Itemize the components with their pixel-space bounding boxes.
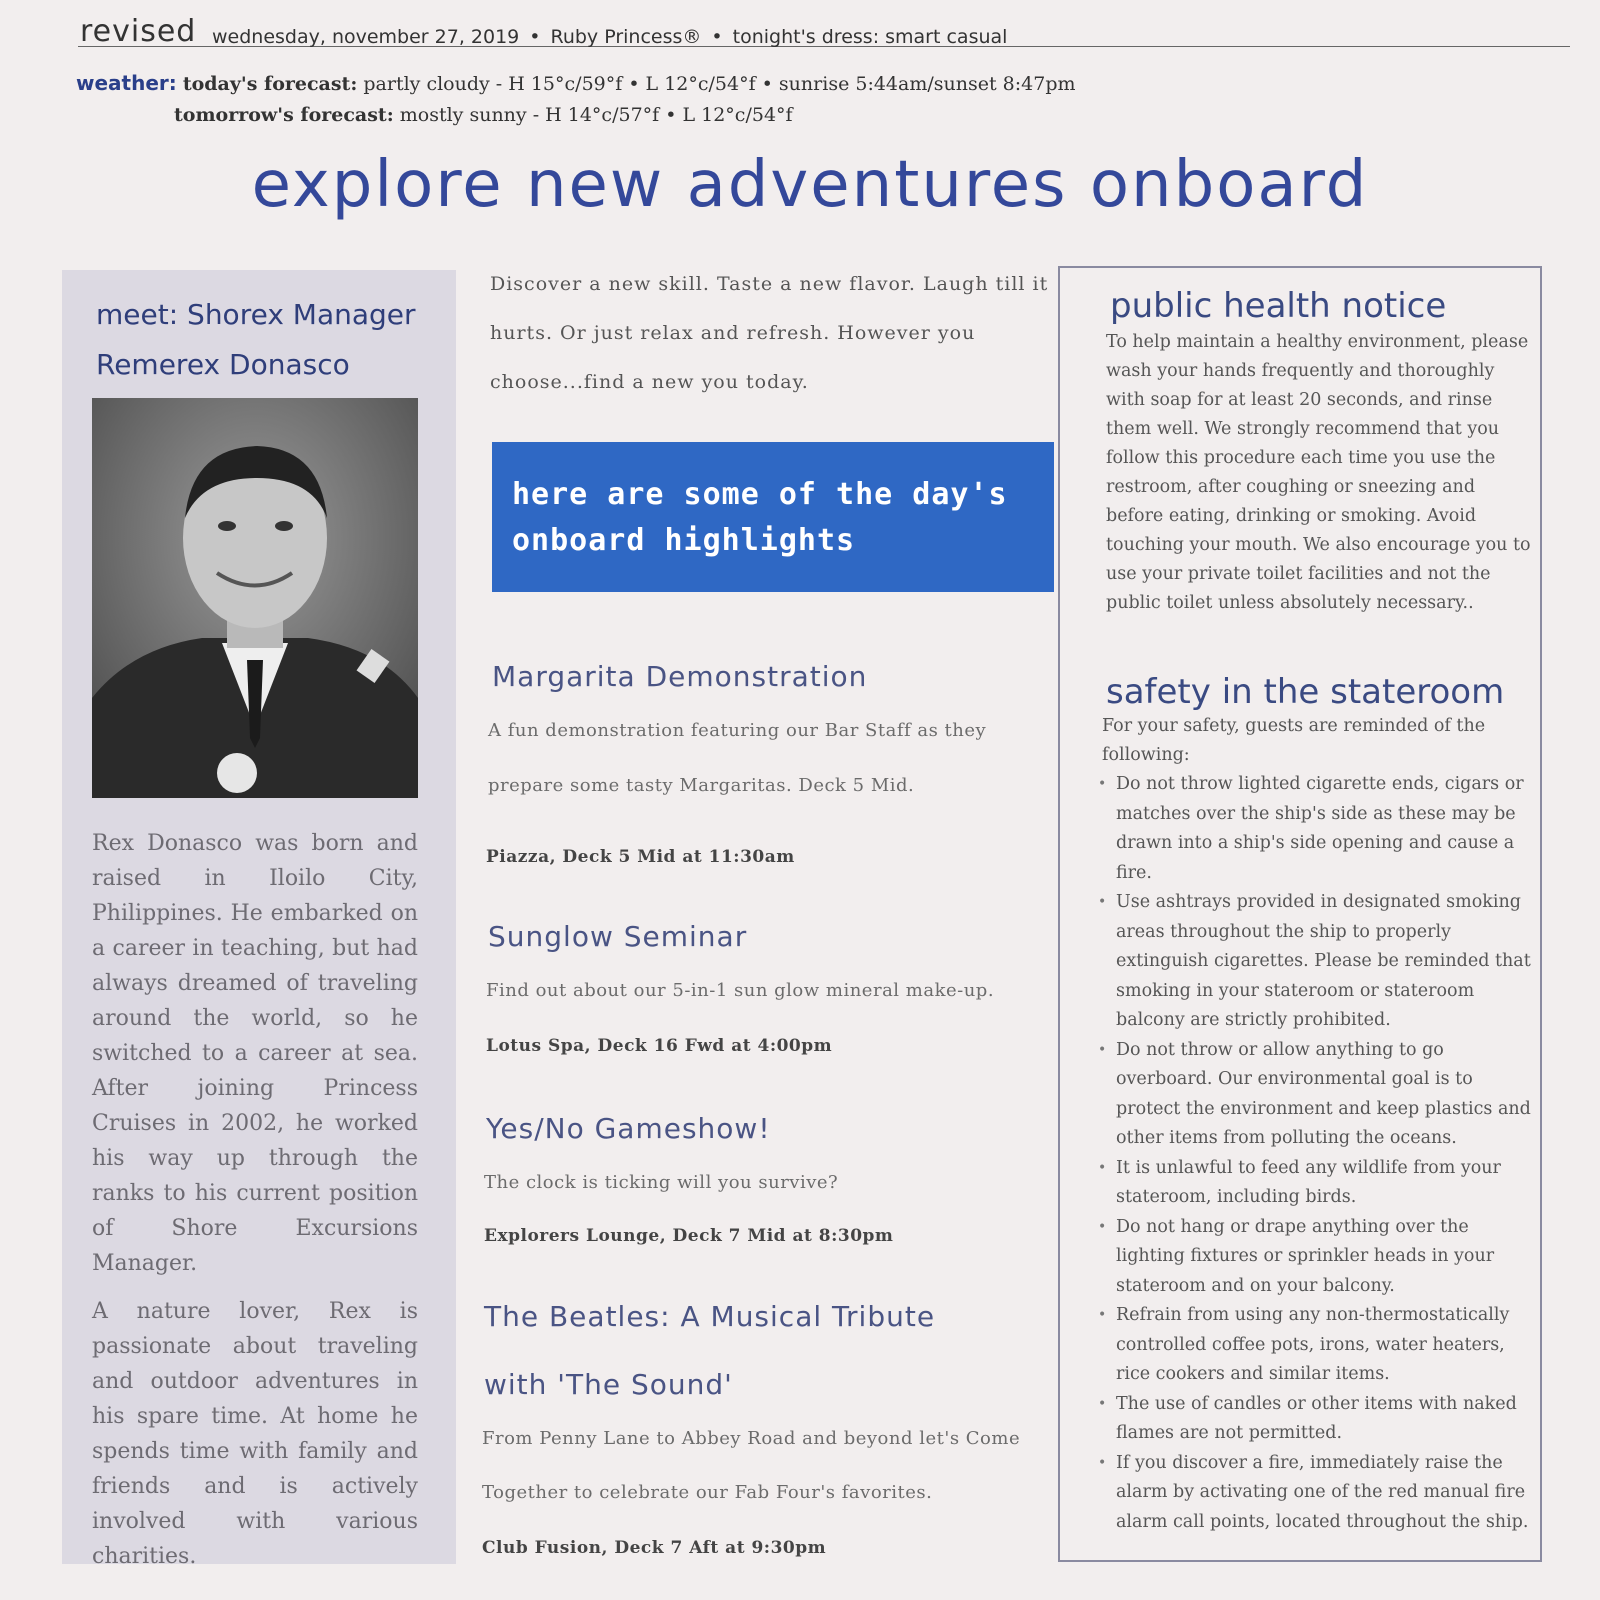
list-item: • Do not throw lighted cigarette ends, cigars or matches over the ship's side as these may be drawn into a ship's side opening and cause a fire.: [1094, 770, 1534, 888]
list-item: • Refrain from using any non-thermostatically controlled coffee pots, irons, water heaters, rice cookers and similar items.: [1094, 1301, 1534, 1390]
highlights-banner: [492, 442, 1054, 592]
health-heading: public health notice: [1110, 286, 1447, 326]
event-title: The Beatles: A Musical Tribute: [484, 1300, 936, 1333]
safety-intro: For your safety, guests are reminded of the following:: [1102, 716, 1486, 765]
event-title: with 'The Sound': [484, 1368, 733, 1401]
event-description: From Penny Lane to Abbey Road and beyond let's Come: [482, 1428, 1021, 1449]
event-location: Club Fusion, Deck 7 Aft at 9:30pm: [482, 1538, 827, 1558]
safety-list: [1094, 770, 1534, 1537]
header-date: wednesday, november 27, 2019: [212, 26, 520, 48]
weather-label: weather:: [76, 71, 177, 95]
event-location: Piazza, Deck 5 Mid at 11:30am: [486, 847, 795, 867]
event-location: Explorers Lounge, Deck 7 Mid at 8:30pm: [484, 1226, 894, 1246]
list-item: • Do not hang or drape anything over the lighting fixtures or sprinkler heads in your stateroom and on your balcony.: [1094, 1213, 1534, 1302]
header-ship: Ruby Princess®: [550, 26, 702, 48]
event-description: A fun demonstration featuring our Bar Staff as they: [488, 720, 987, 741]
header-meta: wednesday, november 27, 2019 • Ruby Princess® • tonight's dress: smart casual: [212, 26, 1008, 48]
header-dress: tonight's dress: smart casual: [732, 26, 1008, 48]
list-item: • It is unlawful to feed any wildlife from your stateroom, including birds.: [1094, 1154, 1534, 1213]
weather-tomorrow: tomorrow's forecast: mostly sunny - H 14°c/57°f • L 12°c/54°f: [174, 104, 793, 126]
event-description: prepare some tasty Margaritas. Deck 5 Mid.: [488, 775, 915, 796]
profile-bio: [92, 826, 418, 1587]
event-description: Find out about our 5-in-1 sun glow mineral make-up.: [486, 980, 995, 1001]
weather-block: [76, 68, 1076, 131]
event-title: Yes/No Gameshow!: [486, 1112, 771, 1145]
profile-heading: meet: Shorex Manager Remerex Donasco: [96, 298, 416, 381]
list-item: • Do not throw or allow anything to go overboard. Our environmental goal is to protect the environment and keep plastics and other items from polluting the oceans.: [1094, 1036, 1534, 1154]
safety-heading: safety in the stateroom: [1106, 672, 1505, 712]
bio-paragraph: Rex Donasco was born and raised in Iloilo City, Philippines. He embarked on a career in teaching, but had always dreamed of traveling around the world, so he switched to a career at sea. After joining Princess Cruises in 2002, he worked his way up through the ranks to his current position of Shore Excursions Manager.: [92, 831, 418, 1276]
list-item: • Use ashtrays provided in designated smoking areas throughout the ship to properly extinguish cigarettes. Please be reminded that smoking in your stateroom or stateroom balcony are strictly prohibited.: [1094, 888, 1534, 1036]
event-title: Sunglow Seminar: [488, 920, 748, 953]
intro-text: Discover a new skill. Taste a new flavor. Laugh till it hurts. Or just relax and refresh. However you choose...find a new you today.: [490, 273, 1049, 393]
profile-photo: [92, 398, 418, 798]
health-text: To help maintain a healthy environment, please wash your hands frequently and thoroughly with soap for at least 20 seconds, and rinse them well. We strongly recommend that you follow this procedure each time you use the restroom, after coughing or sneezing and before eating, drinking or smoking. Avoid touching your mouth. We also encourage you to use your private toilet facilities and not the public toilet unless absolutely necessary..: [1106, 332, 1531, 613]
event-location: Lotus Spa, Deck 16 Fwd at 4:00pm: [486, 1036, 833, 1056]
weather-today: weather: today's forecast: partly cloudy - H 15°c/59°f • L 12°c/54°f • sunrise 5:44am/sunset 8:47pm: [76, 71, 1076, 95]
event-description: Together to celebrate our Fab Four's favorites.: [482, 1482, 933, 1503]
header-bar: [78, 12, 1570, 47]
page-title: explore new adventures onboard: [251, 148, 1369, 222]
event-description: The clock is ticking will you survive?: [484, 1172, 839, 1193]
highlights-banner-text: here are some of the day's onboard highlights: [512, 477, 1008, 558]
event-title: Margarita Demonstration: [492, 660, 868, 693]
bio-paragraph: A nature lover, Rex is passionate about traveling and outdoor adventures in his spare time. At home he spends time with family and friends and is actively involved with various charities.: [92, 1299, 418, 1569]
list-item: • If you discover a fire, immediately raise the alarm by activating one of the red manual fire alarm call points, located throughout the ship.: [1094, 1449, 1534, 1538]
list-item: • The use of candles or other items with naked flames are not permitted.: [1094, 1390, 1534, 1449]
revised-label: revised: [80, 14, 197, 49]
